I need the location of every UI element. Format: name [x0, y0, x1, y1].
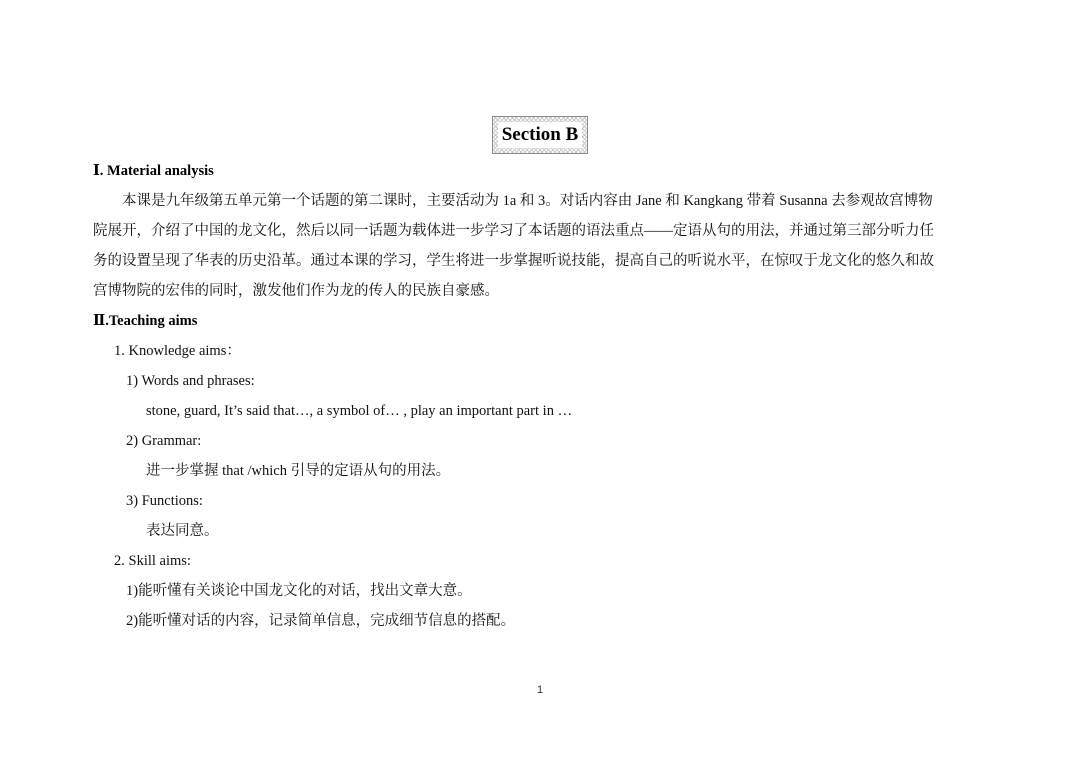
section-title-box — [492, 116, 588, 154]
grammar-label: 2) Grammar: — [126, 433, 202, 449]
knowledge-aims-label: 1. Knowledge aims： — [114, 343, 241, 359]
section-title: Section B — [498, 122, 582, 148]
skill-aims-label: 2. Skill aims: — [114, 553, 191, 569]
functions-content: 表达同意。 — [146, 523, 219, 539]
functions-label: 3) Functions: — [126, 493, 203, 509]
material-analysis-line-1: 本课是九年级第五单元第一个话题的第二课时，主要活动为 1a 和 3。对话内容由 Jane 和 Kangkang 带着 Susanna 去参观故宫博物 — [122, 193, 933, 209]
words-and-phrases-content: stone, guard, It’s said that…, a symbol of… , play an important part in … — [146, 403, 573, 419]
material-analysis-line-3: 务的设置呈现了华表的历史沿革。通过本课的学习，学生将进一步掌握听说技能，提高自己的听说水平，在惊叹于龙文化的悠久和故 — [93, 253, 934, 269]
material-analysis-line-4: 宫博物院的宏伟的同时，激发他们作为龙的传人的民族自豪感。 — [93, 283, 499, 299]
page-number: 1 — [536, 684, 544, 696]
material-analysis-line-2: 院展开，介绍了中国的龙文化，然后以同一话题为载体进一步学习了本话题的语法重点——定语从句的用法，并通过第三部分听力任 — [93, 223, 934, 239]
grammar-content: 进一步掌握 that /which 引导的定语从句的用法。 — [146, 463, 451, 479]
material-analysis-heading: Ⅰ. Material analysis — [93, 163, 214, 179]
skill-aims-item-1: 1)能听懂有关谈论中国龙文化的对话，找出文章大意。 — [126, 583, 472, 599]
words-and-phrases-label: 1) Words and phrases: — [126, 373, 255, 389]
teaching-aims-heading: Ⅱ.Teaching aims — [93, 313, 198, 329]
skill-aims-item-2: 2)能听懂对话的内容，记录简单信息，完成细节信息的搭配。 — [126, 613, 516, 629]
